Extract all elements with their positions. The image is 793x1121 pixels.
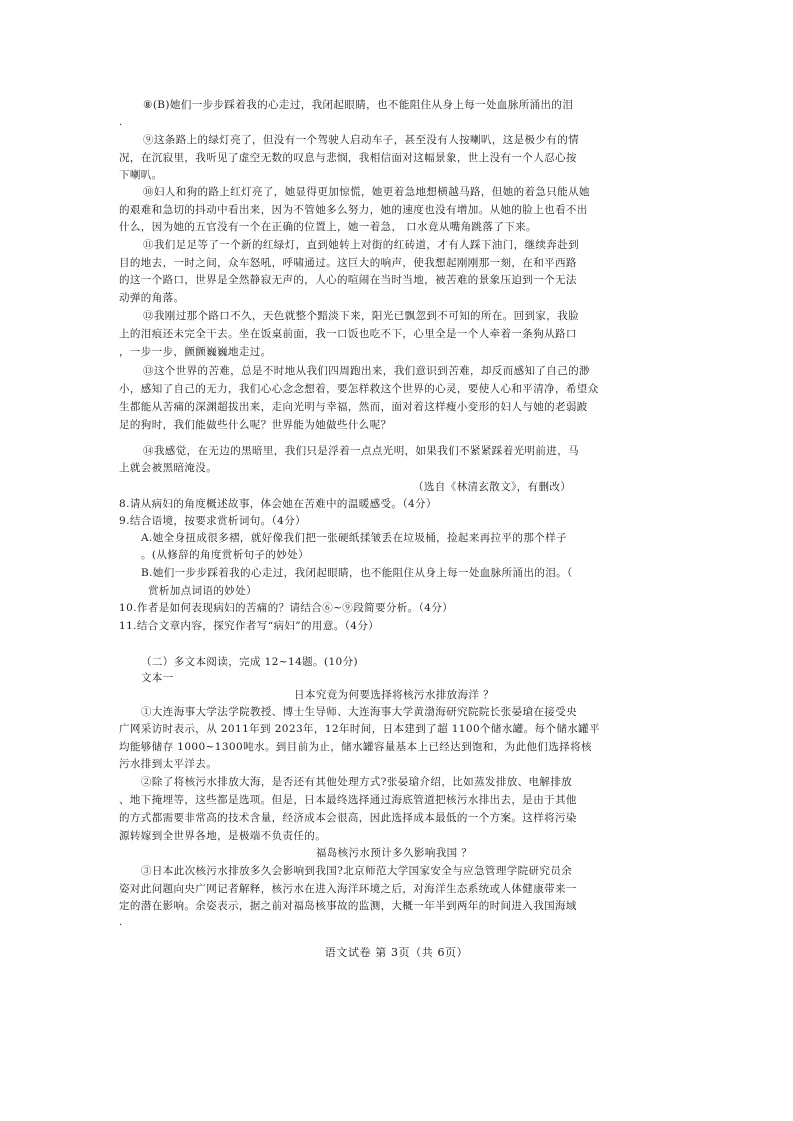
paragraph-13-line-4: 足的狗时，我们能做些什么呢？世界能为她做些什么呢？ [119,419,392,431]
article-p3-line-2: 姿对此问题向央广网记者解释，核污水在进入海洋环境之后，对海洋生态系统或人体健康带来一 [119,883,577,895]
article-p1-line-2: 广网采访时表示，从 2011年到 2023年，12年时间，日本建到了超 1100个储水罐。每个储水罐平 [119,723,600,735]
paragraph-14-line-1: ⑭我感觉，在无边的黑暗里，我们只是浮着一点点光明，如果我们不紧紧踩着光明前进，马 [143,445,579,457]
section-2-heading: （二）多文本阅读，完成 12~14题。(10分) [141,656,359,668]
paragraph-9-line-3: 下喇叭。 [119,169,163,181]
question-9b-line-1: B.她们一步步踩着我的心走过，我闭起眼睛，也不能阻住从身上每一处血脉所涌出的泪。（ [141,567,573,579]
source-note: （选自《林清玄散文》，有删改） [413,481,572,493]
article-p3-line-1: ③日本此次核污水排放多久会影响到我国?北京师范大学国家安全与应急管理学院研究员余 [141,865,573,877]
paragraph-11-line-2: 目的地去，一时之间，众车怒吼，呼啸通过。这巨大的响声，使我想起刚刚那一刻，在和平西路 [119,257,577,269]
paragraph-14-line-2: 上就会被黑暗淹没。 [119,462,218,474]
article-p2-line-3: 的方式都需要非常高的技术含量，经济成本会很高，因此选择成本最低的一个方案。这样将污染 [119,812,577,824]
article-p2-line-1: ②除了将核污水排放大海，是否还有其他处理方式?张晏瑲介绍，比如蒸发排放、电解排放 [141,776,573,788]
article-p1-line-3: 均能够储存 1000~1300吨水。到目前为止，储水罐容量基本上已经达到饱和，为此他们选择将核 [119,741,592,753]
question-8: 8.请从病妇的角度概述故事，体会她在苦难中的温暖感受。（4分） [119,498,437,510]
paragraph-9-line-2: 况，在沉寂里，我听见了虚空无数的叹息与悲悯，我相信面对这幅景象，世上没有一个人忍心按 [119,152,577,164]
paragraph-11-line-4: 动弹的角落。 [119,292,185,304]
article-p1-line-1: ①大连海事大学法学院教授、博士生导师、大连海事大学黄渤海研究院院长张晏瑲在接受央 [141,706,577,718]
paragraph-10-line-1: ⑩妇人和狗的路上红灯亮了，她显得更加惊慌，她更着急地想横越马路，但她的着急只能从她 [143,186,590,198]
article-subheading: 福岛核污水预计多久影响我国 ？ [315,847,473,859]
paragraph-10-line-2: 的艰难和急切的抖动中看出来，因为不管她多么努力，她的速度也没有增加。从她的脸上也看不出 [119,204,588,216]
paragraph-13-line-1: ⑬这个世界的苦难，总是不时地从我们四周跑出来，我们意识到苦难，却反而感知了自己的渺 [143,365,590,377]
text-one-label: 文本一 [141,672,174,684]
paragraph-11-line-3: 的这一个路口，世界是全然静寂无声的，人心的喧闹在当时当地，被苦难的景象压迫到一个无法 [119,274,577,286]
paragraph-12-line-3: ，一步一步，颤颤巍巍地走过。 [119,346,272,358]
paragraph-8-line-2: . [119,116,123,128]
paragraph-13-line-3: 生都能从苦痛的深渊超拔出来，走向光明与幸福，然而，面对着这样瘦小变形的妇人与她的老弱跛 [119,401,588,413]
paragraph-11-line-1: ⑪我们足足等了一个新的红绿灯，直到她转上对街的红砖道，才有人踩下油门，继续奔赴到 [143,239,579,251]
article-p1-line-4: 污水排到太平洋去。 [119,758,218,770]
question-9a-line-1: A.她全身扭成很多褶，就好像我们把一张硬纸揉皱丢在垃圾桶，捡起来再拉平的那个样子 [141,532,567,544]
question-9a-line-2: 。(从修辞的角度赏析句子的妙处） [141,549,309,561]
paragraph-8-line-1: ⑧(B)她们一步步踩着我的心走过，我闭起眼睛，也不能阻住从身上每一处血脉所涌出的泪 [143,99,574,111]
page-footer: 语文试卷 第 3页（共 6页） [324,946,469,959]
question-10: 10.作者是如何表现病妇的苦痛的？请结合⑥~⑨段简要分析。（4分） [119,602,454,614]
article-p3-line-3: 定的潜在影响。余姿表示，据之前对福岛核事故的监测，大概一年半到两年的时间进入我国海域 [119,900,577,912]
article-p2-line-2: 、地下掩埋等，这些都是选项。但是，日本最终选择通过海底管道把核污水排出去，是由于其他 [119,794,577,806]
article-p2-line-4: 源转嫁到全世界各地，是极端不负责任的。 [119,830,327,842]
paragraph-12-line-2: 上的泪痕还未完全干去。坐在饭桌前面，我一口饭也吃不下，心里全是一个人牵着一条狗从路口 [119,328,577,340]
paragraph-9-line-1: ⑨这条路上的绿灯亮了，但没有一个驾驶人启动车子，甚至没有人按喇叭，这是极少有的情 [143,134,579,146]
article-p3-line-4: . [119,916,123,928]
question-9b-line-2: 赏析加点词语的妙处） [148,585,257,597]
question-11: 11.结合文章内容，探究作者写“病妇”的用意。（4分） [119,620,380,632]
paragraph-13-line-2: 小，感知了自己的无力，我们心心念念想着，要怎样救这个世界的心灵，要使人心和平清净，希望众 [119,383,599,395]
paragraph-12-line-1: ⑫我刚过那个路口不久，天色就整个黯淡下来，阳光已飘忽到不可知的所在。回到家，我脸 [143,310,579,322]
article-title: 日本究竟为何要选择将核污水排放海洋 ？ [294,689,494,701]
question-9: 9.结合语境，按要求赏析词句。（4分） [119,515,307,527]
paragraph-10-line-3: 什么，因为她的五官没有一个在正确的位置上，她一着急， 口水竟从嘴角跳落了下来。 [119,221,537,233]
